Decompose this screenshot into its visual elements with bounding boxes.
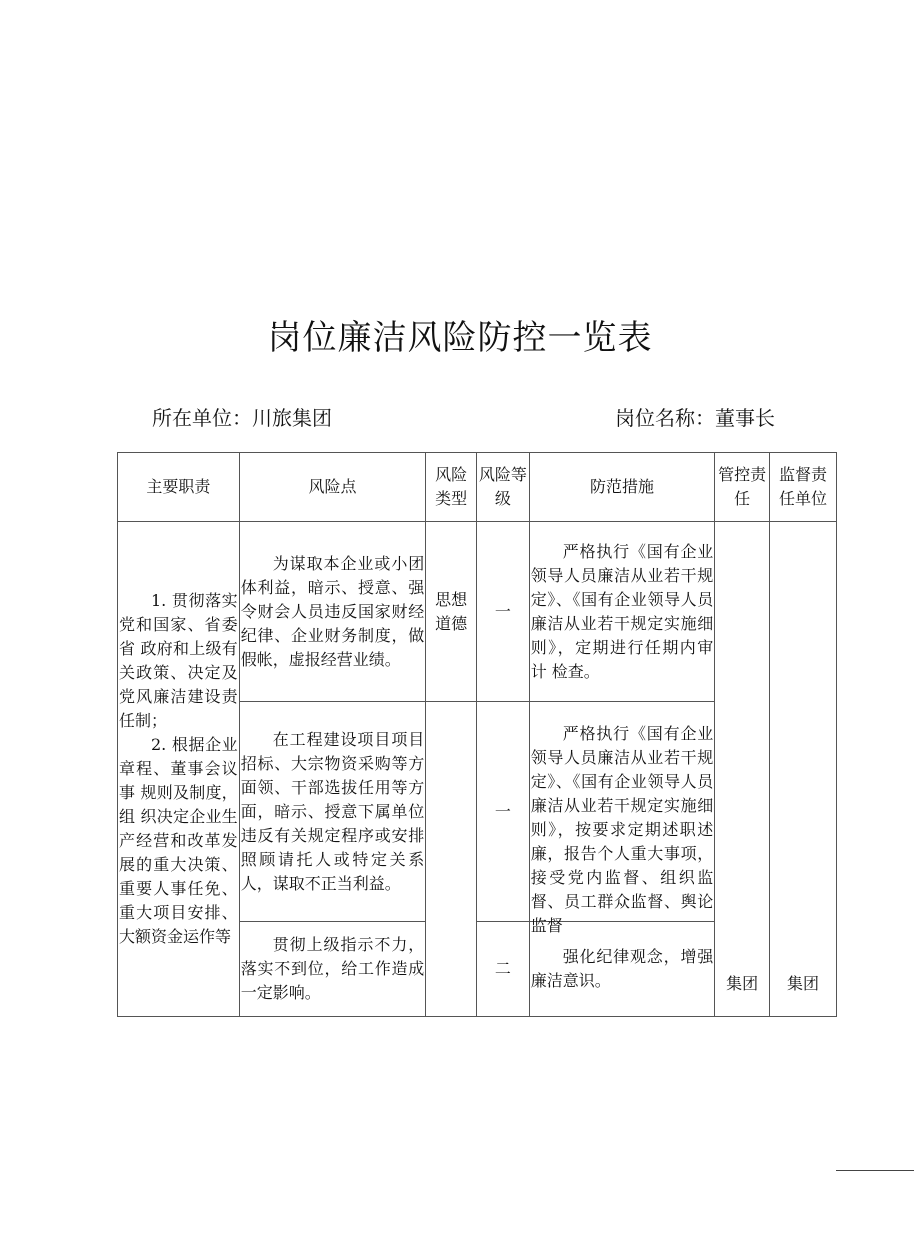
header-measure: 防范措施 <box>529 453 715 522</box>
risk-cell-2: 在工程建设项目项目招标、大宗物资采购等方面领、干部选拔任用等方面，暗示、授意下属单位违反有关规定程序或安排照顾请托人或特定关系人，谋取不正当利益。 <box>239 702 426 922</box>
risk-control-table <box>117 452 837 1017</box>
measure-cell-1: 严格执行《国有企业领导人员廉洁从业若干规 定》、《国有企业领导人员廉洁从业若干规定实施细 则》，定期进行任期内审计 检查。 <box>529 522 715 702</box>
supervise-cell: 集团 <box>770 522 837 1017</box>
header-duty: 主要职责 <box>118 453 240 522</box>
table-row <box>118 522 837 702</box>
unit-value: 川旅集团 <box>252 406 332 430</box>
header-supervise: 监督责任单位 <box>770 453 837 522</box>
duty-paragraph-2: 2. 根据企业 章程、董事会议事 规则及制度，组 织决定企业生产经营和改革发展的重大决策、重要人事任免、重大项目安排、大额资金运作等 <box>119 735 238 946</box>
position-label: 岗位名称： <box>615 406 715 430</box>
table-header-row <box>118 453 837 522</box>
header-risk: 风险点 <box>239 453 426 522</box>
duty-paragraph-1: 1. 贯彻落实党和国家、省委省 政府和上级有关政策、决定及党风廉洁建设责任制； <box>119 591 238 730</box>
measure-text-2: 严格执行《国有企业领导人员廉洁从业若干规 定》、《国有企业领导人员廉洁从业若干规定实施细 则》，按要求定期述职述廉，报告个人重大事项，接受党内监督、组织监督、员工群众监督、舆论监督 <box>530 724 714 935</box>
type-cell-2 <box>426 702 477 1017</box>
type-cell-1: 思想道德 <box>426 522 477 702</box>
footer-divider <box>836 1170 914 1171</box>
position-value: 董事长 <box>715 406 775 430</box>
header-type: 风险类型 <box>426 453 477 522</box>
position-info <box>615 402 775 431</box>
page-title: 岗位廉洁风险防控一览表 <box>267 318 653 358</box>
header-level: 风险等级 <box>476 453 529 522</box>
level-cell-1: 一 <box>476 522 529 702</box>
level-cell-2: 一 <box>476 702 529 922</box>
unit-info <box>152 402 332 431</box>
risk-cell-3: 贯彻上级指示不力，落实不到位，给工作造成一定影响。 <box>239 922 426 1017</box>
measure-cell-2 <box>529 702 715 935</box>
risk-cell-1: 为谋取本企业或小团体利益，暗示、授意、强令财会人员违反国家财经纪律、企业财务制度，做假帐，虚报经营业绩。 <box>239 522 426 702</box>
measure-cell-3: 强化纪律观念，增强廉洁意识。 <box>529 922 715 1017</box>
duty-cell <box>118 522 240 1017</box>
unit-label: 所在单位： <box>152 406 252 430</box>
level-cell-3: 二 <box>476 922 529 1017</box>
control-cell: 集团 <box>715 522 770 1017</box>
header-control: 管控责 任 <box>715 453 770 522</box>
